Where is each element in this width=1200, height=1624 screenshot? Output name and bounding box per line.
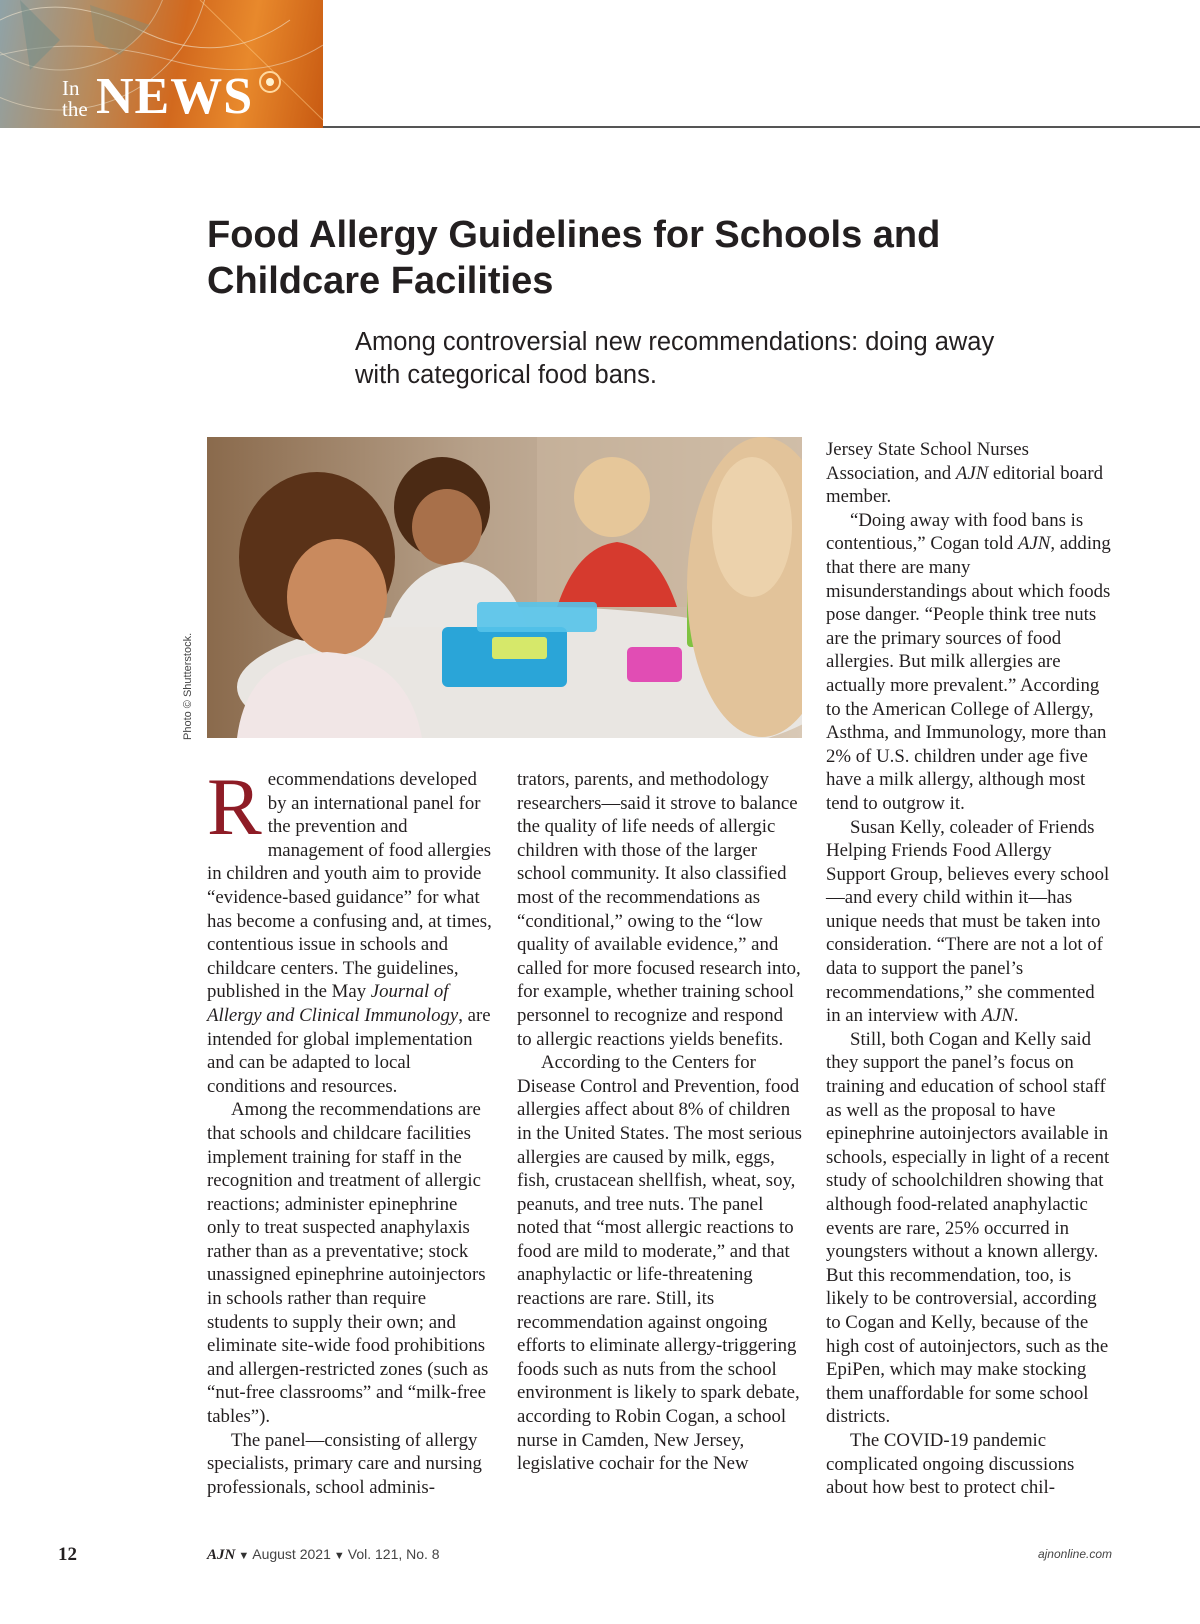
triangle-icon: ▼ — [238, 1550, 250, 1562]
banner-in-the — [62, 78, 88, 120]
article-title: Food Allergy Guidelines for Schools and Childcare Facilities — [207, 214, 941, 302]
paragraph: Still, both Cogan and Kelly said they support the panel’s focus on training and education of school staff as well as the proposal to have epinephrine autoinjectors available in schools, especially in light of a recent study of schoolchildren showing that although food-related anaphylactic events are rare, 25% occurred in youngsters without a known allergy. But this recommendation, too, is likely to be controversial, according to Cogan and Kelly, because of the high cost of autoinjectors, such as the EpiPen, which may make stocking them unaffordable for some school districts. — [826, 1028, 1110, 1428]
paragraph: Among the recommendations are that schools and childcare facilities implement training for staff in the recognition and treatment of allergic reactions; administer epinephrine only to treat suspected anaphylaxis rather than as a preventative; stock unassigned epinephrine autoinjectors in schools rather than require students to supply their own; and eliminate site-wide food prohibitions and allergen-restricted zones (such as “nut-free classrooms” and “milk-free tables”). — [207, 1099, 489, 1428]
photo-credit: Photo © Shutterstock. — [182, 632, 194, 740]
journal-name: Journal of Allergy and Clinical Immunology — [207, 981, 459, 1026]
banner-news: NEWS — [96, 68, 254, 125]
body-column-3 — [826, 438, 1111, 1500]
journal-name: AJN — [981, 1005, 1014, 1027]
paragraph-text: Susan Kelly, coleader of Friends Helping Friends Food Allergy Support Group, believes every school—and every child within it—has unique needs that must be taken into consideration. “There are not a lot of data to support the panel’s recommendations,” she commented in an interview with — [826, 816, 1110, 1027]
paragraph — [826, 816, 1111, 1028]
banner-the-text: the — [62, 97, 88, 121]
triangle-icon: ▼ — [333, 1550, 345, 1562]
paragraph: The COVID-19 pandemic complicated ongoing discussions about how best to protect chil- — [826, 1429, 1075, 1499]
paragraph: trators, parents, and methodology researchers—said it strove to balance the quality of life needs of allergic children with those of the larger school community. It also classified most of the recommendations as “conditional,” owing to the “low quality of available evidence,” and called for more focused research into, for example, whether training school personnel to recognize and respond to allergic reactions yields benefits. — [517, 769, 801, 1050]
paragraph: The panel—consisting of allergy specialists, primary care and nursing professionals, school adminis- — [207, 1429, 482, 1498]
in-the-news-banner — [0, 0, 323, 128]
paragraph-text: Jersey State School Nurses Association, and — [826, 439, 1029, 484]
page-footer — [0, 1544, 1200, 1574]
paragraph — [826, 438, 1111, 509]
body-column-2 — [517, 768, 802, 1476]
banner-in-text: In — [62, 76, 80, 100]
header-rule — [323, 126, 1200, 128]
article-subtitle: Among controversial new recommendations: doing away with categorical food bans. — [355, 328, 995, 389]
journal-abbrev: AJN — [207, 1547, 236, 1563]
page-number: 12 — [58, 1544, 77, 1565]
paragraph-text: ecommendations developed by an international panel for the prevention and management of food allergies in children and youth aim to provide “evidence-based guidance” for what has become a confusing and, at times, contentious issue in schools and childcare centers. The guidelines, published in the May — [207, 769, 492, 1003]
body-column-1 — [207, 761, 492, 1499]
article-photo — [207, 437, 802, 738]
journal-name: AJN — [1017, 533, 1051, 555]
issue-date: August 2021 — [252, 1546, 331, 1562]
drop-cap: R — [207, 761, 262, 852]
issue-volume: Vol. 121, No. 8 — [347, 1546, 440, 1562]
journal-name: AJN — [955, 462, 989, 484]
paragraph — [826, 509, 1111, 816]
paragraph — [207, 761, 492, 1098]
website-link: ajnonline.com — [1037, 1547, 1112, 1561]
paragraph-text: , adding that there are many misunderstandings about which foods pose danger. “People think tree nuts are the primary sources of food allergies. But milk allergies are actually more prevalent.” According to the American College of Allergy, Asthma, and Immunology, more than 2% of U.S. children under age five have a milk allergy, although most tend to outgrow it. — [826, 533, 1111, 814]
paragraph: According to the Centers for Disease Control and Prevention, food allergies affect about 8% of children in the United States. The most serious allergies are caused by milk, eggs, fish, crustacean shellfish, wheat, soy, peanuts, and tree nuts. The panel noted that “most allergic reactions to food are mild to moderate,” and that anaphylactic or life-threatening reactions are rare. Still, its recommendation against ongoing efforts to eliminate allergy-triggering foods such as nuts from the school environment is likely to spark debate, according to Robin Cogan, a school nurse in Camden, New Jersey, legislative cochair for the New — [517, 1052, 802, 1475]
paragraph-text: “Doing away with food bans is contentious,” Cogan told — [826, 509, 1084, 555]
paragraph-text: , are intended for global implementation and can be adapted to local conditions and resources. — [207, 1004, 491, 1097]
paragraph-text: editorial board member. — [826, 462, 1103, 508]
paragraph-text: . — [1013, 1005, 1019, 1027]
journal-info — [207, 1546, 440, 1564]
